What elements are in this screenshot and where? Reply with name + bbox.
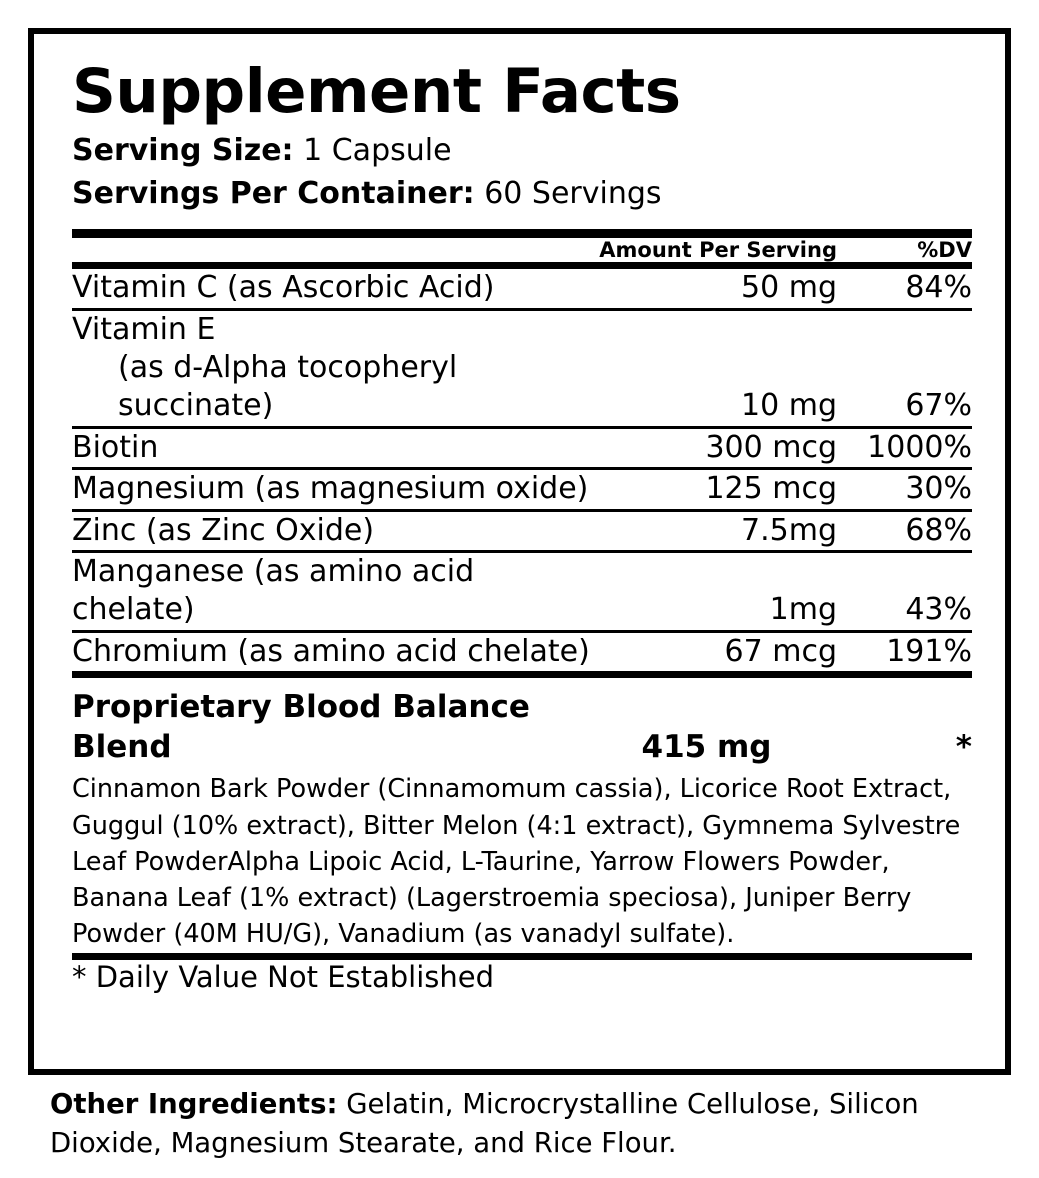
nutrient-name	[72, 311, 594, 426]
blend-amount: 415 mg	[641, 728, 772, 765]
table-row	[72, 429, 972, 467]
nutrient-dv: 67%	[905, 388, 972, 424]
nutrient-amount: 1mg	[769, 592, 837, 628]
serving-size-label: Serving Size:	[72, 133, 294, 169]
table-row	[72, 470, 972, 508]
nutrient-name: Chromium (as amino acid chelate)	[72, 633, 590, 669]
header-amount-per-serving: Amount Per Serving	[599, 238, 837, 263]
nutrient-amount: 67 mcg	[724, 633, 837, 669]
nutrient-amount: 7.5mg	[741, 512, 837, 548]
footnote-rule-row	[72, 953, 972, 960]
nutrient-name: Vitamin C (as Ascorbic Acid)	[72, 270, 495, 306]
proprietary-blend-row	[72, 678, 972, 771]
nutrient-amount: 300 mcg	[705, 429, 837, 465]
nutrient-amount: 125 mcg	[705, 471, 837, 507]
daily-value-footnote: * Daily Value Not Established	[72, 959, 495, 994]
serving-size-value: 1 Capsule	[303, 133, 452, 169]
blend-rule-row	[72, 671, 972, 678]
supplement-facts-panel	[28, 28, 1011, 1075]
servings-per-container-label: Servings Per Container:	[72, 175, 475, 211]
other-ingredients-label: Other Ingredients:	[50, 1088, 338, 1120]
blend-dv: *	[955, 728, 972, 765]
footnote-row	[72, 960, 972, 994]
nutrient-amount: 10 mg	[741, 388, 837, 424]
nutrient-dv: 30%	[905, 471, 972, 507]
nutrition-table	[72, 238, 972, 993]
page-title: Supplement Facts	[72, 56, 681, 127]
header-blank	[72, 238, 594, 262]
nutrient-name-sub: (as d-Alpha tocopheryl succinate)	[118, 350, 458, 424]
nutrient-dv: 84%	[905, 270, 972, 306]
nutrient-amount: 50 mg	[741, 270, 837, 306]
other-ingredients-value: Gelatin, Microcrystalline Cellulose, Silicon Dioxide, Magnesium Stearate, and Rice Flour.	[50, 1088, 919, 1159]
servings-per-container-value: 60 Servings	[484, 175, 662, 211]
table-header-row	[72, 238, 972, 262]
table-row	[72, 633, 972, 671]
table-row	[72, 512, 972, 550]
blend-ingredients-row	[72, 771, 972, 952]
table-row	[72, 553, 972, 630]
table-row	[72, 269, 972, 307]
other-ingredients	[50, 1085, 1010, 1162]
divider-top	[72, 229, 972, 238]
nutrient-name: Manganese (as amino acid chelate)	[72, 553, 475, 628]
blend-ingredients: Cinnamon Bark Powder (Cinnamomum cassia), Licorice Root Extract, Guggul (10% extract), Bitter Melon (4:1 extract), Gymnema Sylvestre Leaf PowderAlpha Lipoic Acid, L-Taurine, Yarrow Flowers Powder, Banana Leaf (1% extract) (Lagerstroemia speciosa), Juniper Berry Powder (40M HU/G), Vanadium (as vanadyl sulfate).	[72, 774, 961, 950]
nutrient-dv: 1000%	[867, 429, 972, 465]
nutrient-name-main: Vitamin E	[72, 311, 216, 347]
table-row	[72, 311, 972, 426]
header-dv: %DV	[917, 238, 972, 263]
nutrient-name: Zinc (as Zinc Oxide)	[72, 512, 375, 548]
nutrient-dv: 68%	[905, 512, 972, 548]
serving-size-line	[72, 130, 972, 173]
blend-name: Proprietary Blood Balance Blend	[72, 689, 530, 765]
nutrient-dv: 191%	[886, 633, 972, 669]
servings-per-container-line	[72, 173, 972, 216]
nutrient-name: Magnesium (as magnesium oxide)	[72, 471, 589, 507]
header-rule-row	[72, 262, 972, 269]
header-rule-cell	[72, 262, 972, 269]
nutrient-dv: 43%	[905, 592, 972, 628]
nutrient-name: Biotin	[72, 429, 159, 465]
